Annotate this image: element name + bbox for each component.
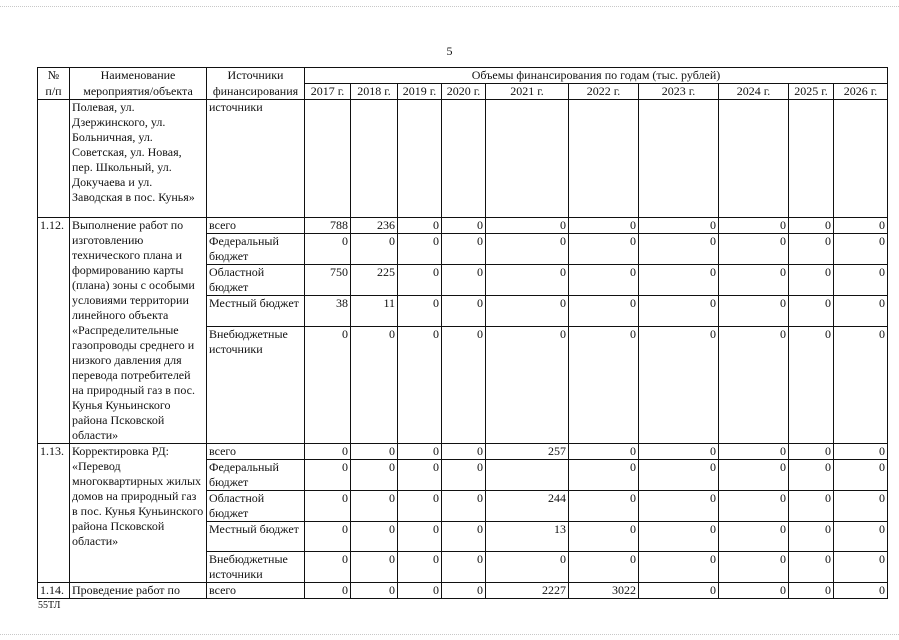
cell-value: 0 <box>398 552 442 583</box>
cell-num: 1.14. <box>38 583 70 599</box>
cell-value: 3022 <box>569 583 639 599</box>
cell-value: 0 <box>442 583 486 599</box>
cell-value: 0 <box>789 522 834 552</box>
table-row-continuation <box>38 100 888 218</box>
cell-value: 0 <box>442 218 486 234</box>
cell-value: 0 <box>486 265 569 296</box>
cell-value: 0 <box>442 552 486 583</box>
cell-source: Внебюджетные источники <box>207 552 305 583</box>
cell-source: источники <box>207 100 305 218</box>
header-year: 2021 г. <box>486 84 569 100</box>
cell-value: 788 <box>305 218 351 234</box>
cell-value: 0 <box>719 234 789 265</box>
cell-value: 0 <box>398 583 442 599</box>
cell-value: 257 <box>486 444 569 460</box>
cell-value: 0 <box>486 327 569 444</box>
header-year: 2018 г. <box>351 84 398 100</box>
page-number: 5 <box>446 44 453 58</box>
cell-value: 0 <box>305 234 351 265</box>
cell-value: 13 <box>486 522 569 552</box>
cell-value: 0 <box>719 583 789 599</box>
table-row <box>38 583 888 599</box>
cell-value: 0 <box>789 460 834 491</box>
scan-edge-top <box>0 6 899 8</box>
cell-value: 0 <box>351 460 398 491</box>
cell-value: 750 <box>305 265 351 296</box>
cell-value: 0 <box>305 327 351 444</box>
cell-value: 0 <box>639 460 719 491</box>
cell-value: 0 <box>351 583 398 599</box>
cell-num: 1.12. <box>38 218 70 444</box>
cell-value <box>486 460 569 491</box>
cell-value: 0 <box>442 522 486 552</box>
cell-source: Местный бюджет <box>207 522 305 552</box>
scan-edge-bottom <box>0 634 899 636</box>
cell-source: всего <box>207 218 305 234</box>
cell-value: 0 <box>834 552 888 583</box>
cell-value: 0 <box>789 491 834 522</box>
cell-value: 0 <box>719 491 789 522</box>
cell-value: 0 <box>569 444 639 460</box>
header-year: 2017 г. <box>305 84 351 100</box>
cell-value: 0 <box>442 296 486 327</box>
cell-value: 0 <box>398 296 442 327</box>
header-source-2: финансирования <box>207 84 305 100</box>
cell-value: 0 <box>569 327 639 444</box>
cell-value: 0 <box>789 327 834 444</box>
cell-value: 0 <box>442 327 486 444</box>
cell-value: 236 <box>351 218 398 234</box>
table-body <box>38 68 888 599</box>
cell-value: 0 <box>569 491 639 522</box>
cell-value: 0 <box>569 460 639 491</box>
cell-value: 0 <box>398 265 442 296</box>
cell-value: 0 <box>486 296 569 327</box>
cell-value: 0 <box>639 296 719 327</box>
cell-value: 0 <box>834 491 888 522</box>
cell-value: 0 <box>569 234 639 265</box>
cell-value: 0 <box>639 218 719 234</box>
cell-value: 0 <box>351 327 398 444</box>
cell-value: 0 <box>834 327 888 444</box>
cell-value: 0 <box>486 234 569 265</box>
cell-value: 0 <box>351 552 398 583</box>
cell-value: 11 <box>351 296 398 327</box>
cell-source: всего <box>207 583 305 599</box>
header-num: № <box>38 68 70 84</box>
cell-value: 0 <box>398 327 442 444</box>
cell-value: 0 <box>789 296 834 327</box>
header-year: 2019 г. <box>398 84 442 100</box>
cell-value: 0 <box>569 265 639 296</box>
cell-value: 0 <box>639 234 719 265</box>
cell-value: 0 <box>486 218 569 234</box>
cell-value: 0 <box>442 491 486 522</box>
cell-value: 0 <box>719 296 789 327</box>
header-year: 2026 г. <box>834 84 888 100</box>
header-name-2: мероприятия/объекта <box>70 84 207 100</box>
cell-value: 0 <box>789 218 834 234</box>
header-year: 2023 г. <box>639 84 719 100</box>
cell-value: 0 <box>305 491 351 522</box>
cell-value: 0 <box>351 491 398 522</box>
cell-value: 0 <box>305 522 351 552</box>
table-row <box>38 444 888 460</box>
cell-source: Областной бюджет <box>207 265 305 296</box>
cell-value: 0 <box>719 218 789 234</box>
cell-num: 1.13. <box>38 444 70 583</box>
cell-value: 0 <box>834 522 888 552</box>
cell-value: 0 <box>834 218 888 234</box>
cell-value: 0 <box>442 460 486 491</box>
cell-name: Проведение работ по <box>70 583 207 599</box>
cell-value: 0 <box>305 583 351 599</box>
cell-value: 38 <box>305 296 351 327</box>
header-name: Наименование <box>70 68 207 84</box>
cell-source: всего <box>207 444 305 460</box>
cell-source: Федеральный бюджет <box>207 234 305 265</box>
cell-value: 0 <box>569 296 639 327</box>
cell-value: 0 <box>398 460 442 491</box>
cell-value: 0 <box>834 234 888 265</box>
header-row-2 <box>38 84 888 100</box>
cell-value: 0 <box>719 522 789 552</box>
cell-value: 0 <box>639 583 719 599</box>
cell-value: 0 <box>569 218 639 234</box>
cell-value: 0 <box>789 583 834 599</box>
cell-value: 0 <box>351 522 398 552</box>
header-year: 2022 г. <box>569 84 639 100</box>
cell-value: 0 <box>398 444 442 460</box>
cell-value: 0 <box>398 522 442 552</box>
cell-value: 0 <box>398 218 442 234</box>
cell-value: 0 <box>442 265 486 296</box>
cell-value: 0 <box>442 234 486 265</box>
cell-value: 0 <box>442 444 486 460</box>
cell-value: 225 <box>351 265 398 296</box>
header-num-2: п/п <box>38 84 70 100</box>
cell-value: 0 <box>834 296 888 327</box>
cell-value: 0 <box>834 265 888 296</box>
header-year: 2024 г. <box>719 84 789 100</box>
cell-value: 0 <box>719 552 789 583</box>
cell-value: 0 <box>719 444 789 460</box>
cell-value: 0 <box>398 491 442 522</box>
cell-value: 0 <box>639 522 719 552</box>
header-row-1 <box>38 68 888 84</box>
cell-value: 0 <box>834 460 888 491</box>
cell-value: 244 <box>486 491 569 522</box>
cell-value: 0 <box>398 234 442 265</box>
cell-value: 0 <box>351 234 398 265</box>
cell-value: 0 <box>719 327 789 444</box>
cell-value: 0 <box>834 583 888 599</box>
header-source: Источники <box>207 68 305 84</box>
cell-value: 0 <box>305 552 351 583</box>
cell-source: Областной бюджет <box>207 491 305 522</box>
cell-value: 0 <box>789 234 834 265</box>
cell-value: 0 <box>569 522 639 552</box>
cell-num <box>38 100 70 218</box>
footer-code: 55ТЛ <box>38 600 61 611</box>
cell-value: 0 <box>639 444 719 460</box>
header-year: 2020 г. <box>442 84 486 100</box>
cell-value: 0 <box>719 265 789 296</box>
cell-name: Корректировка РД: «Перевод многоквартирных жилых домов на природный газ в пос. Кунья Куньинского района Псковской области» <box>70 444 207 583</box>
cell-value: 2227 <box>486 583 569 599</box>
financing-table <box>37 67 888 599</box>
cell-value: 0 <box>305 460 351 491</box>
cell-value: 0 <box>789 265 834 296</box>
cell-source: Внебюджетные источники <box>207 327 305 444</box>
cell-value: 0 <box>351 444 398 460</box>
cell-value: 0 <box>569 552 639 583</box>
header-volumes: Объемы финансирования по годам (тыс. рублей) <box>305 68 888 84</box>
cell-value: 0 <box>639 491 719 522</box>
cell-source: Федеральный бюджет <box>207 460 305 491</box>
cell-value: 0 <box>305 444 351 460</box>
cell-value: 0 <box>834 444 888 460</box>
cell-value: 0 <box>789 552 834 583</box>
table-row <box>38 218 888 234</box>
cell-value: 0 <box>639 552 719 583</box>
cell-value: 0 <box>486 552 569 583</box>
cell-value: 0 <box>719 460 789 491</box>
header-year: 2025 г. <box>789 84 834 100</box>
cell-name: Выполнение работ по изготовлению технического плана и формированию карты (плана) зоны с особыми условиями территории линейного объекта «Распределительные газопроводы среднего и низкого давления для перевода потребителей на природный газ в пос. Кунья Куньинского района Псковской области» <box>70 218 207 444</box>
cell-value: 0 <box>639 265 719 296</box>
cell-name: Полевая, ул. Дзержинского, ул. Больничная, ул. Советская, ул. Новая, пер. Школьный, ул. Докучаева и ул. Заводская в пос. Кунья» <box>70 100 207 218</box>
cell-value: 0 <box>639 327 719 444</box>
cell-source: Местный бюджет <box>207 296 305 327</box>
cell-value: 0 <box>789 444 834 460</box>
